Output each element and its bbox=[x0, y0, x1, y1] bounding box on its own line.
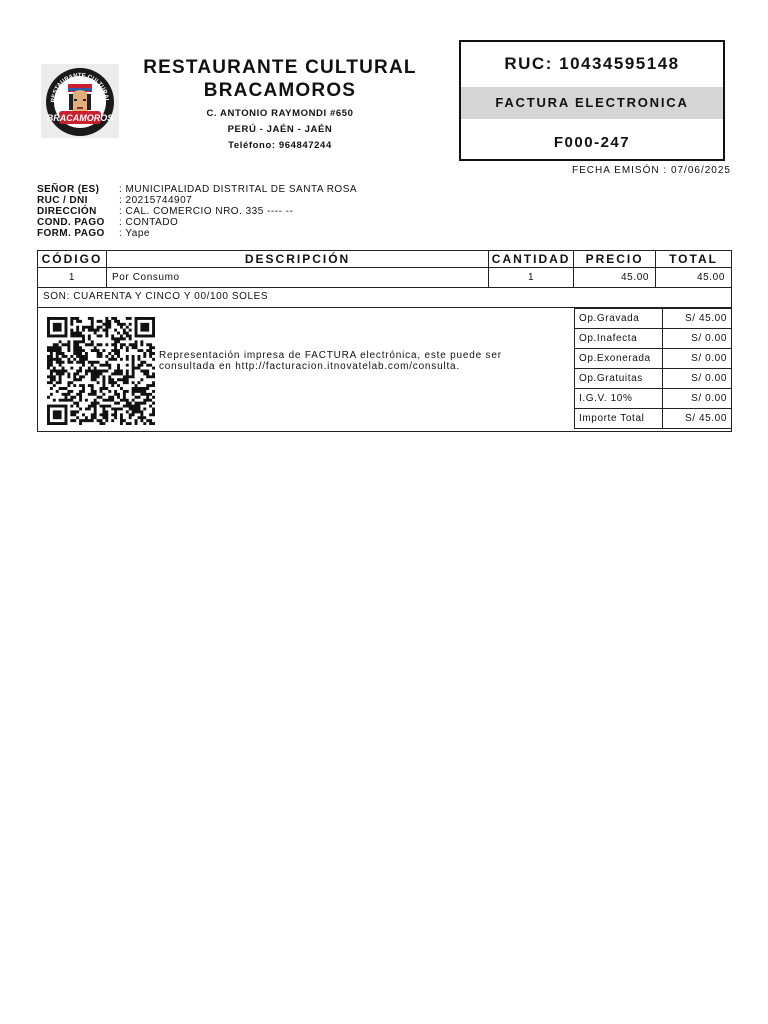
customer-value: : Yape bbox=[119, 228, 150, 239]
phone-label: Teléfono: bbox=[228, 140, 276, 151]
totals-label: Op.Gratuitas bbox=[575, 369, 663, 389]
totals-value: S/ 45.00 bbox=[663, 309, 732, 329]
table-row bbox=[38, 268, 732, 288]
qr-finder-pattern bbox=[53, 410, 62, 419]
totals-label: Importe Total bbox=[575, 409, 663, 429]
totals-value: S/ 45.00 bbox=[663, 409, 732, 429]
customer-label: SEÑOR (ES) bbox=[37, 184, 100, 195]
qr-finder-pattern bbox=[53, 323, 62, 332]
issue-date bbox=[572, 165, 731, 176]
customer-label: FORM. PAGO bbox=[37, 228, 105, 239]
customer-value: : CONTADO bbox=[119, 217, 179, 228]
totals-value: S/ 0.00 bbox=[663, 349, 732, 369]
table-header-row bbox=[38, 251, 732, 268]
phone-number: 964847244 bbox=[278, 140, 332, 151]
issue-date-label: FECHA EMISÓN : bbox=[572, 165, 668, 176]
customer-value: : MUNICIPALIDAD DISTRITAL DE SANTA ROSA bbox=[119, 184, 358, 195]
ruc-label: RUC: bbox=[504, 54, 553, 73]
representation-note: Representación impresa de FACTURA electrónica, este puede ser consultada en http://facturacion.itnovatelab.com/consulta. bbox=[159, 350, 502, 372]
restaurant-logo bbox=[41, 64, 119, 138]
customer-row bbox=[37, 228, 357, 239]
document-type: FACTURA ELECTRONICA bbox=[461, 87, 723, 119]
totals-value: S/ 0.00 bbox=[663, 389, 732, 409]
logo-top-text: RESTAURANTE CULTURAL bbox=[50, 72, 110, 103]
totals-row bbox=[575, 389, 732, 409]
qr-finder-pattern bbox=[140, 323, 149, 332]
header-precio: PRECIO bbox=[574, 251, 656, 268]
cell-codigo: 1 bbox=[38, 268, 107, 288]
logo-bottom-text: BRACAMOROS bbox=[46, 113, 114, 123]
cell-total: 45.00 bbox=[656, 268, 732, 288]
customer-label: RUC / DNI bbox=[37, 195, 88, 206]
header-codigo: CÓDIGO bbox=[38, 251, 107, 268]
customer-value: : 20215744907 bbox=[119, 195, 193, 206]
totals-value: S/ 0.00 bbox=[663, 329, 732, 349]
totals-row bbox=[575, 369, 732, 389]
ruc-number: 10434595148 bbox=[559, 54, 680, 73]
company-header bbox=[120, 56, 440, 151]
qr-code-image bbox=[47, 317, 155, 425]
customer-label: DIRECCIÓN bbox=[37, 206, 97, 217]
cell-precio: 45.00 bbox=[574, 268, 656, 288]
totals-row bbox=[575, 349, 732, 369]
items-table bbox=[37, 250, 732, 288]
header-descripcion: DESCRIPCIÓN bbox=[106, 251, 488, 268]
issue-date-value: 07/06/2025 bbox=[670, 165, 731, 176]
totals-label: Op.Gravada bbox=[575, 309, 663, 329]
company-name-line2: BRACAMOROS bbox=[203, 80, 357, 101]
totals-label: Op.Inafecta bbox=[575, 329, 663, 349]
customer-info bbox=[37, 184, 357, 239]
cell-cantidad: 1 bbox=[489, 268, 574, 288]
invoice-number: F000-247 bbox=[553, 134, 631, 151]
qr-code bbox=[47, 317, 155, 425]
company-name-line1: RESTAURANTE CULTURAL bbox=[143, 57, 417, 78]
customer-value: : CAL. COMERCIO NRO. 335 ---- -- bbox=[119, 206, 294, 217]
totals-label: Op.Exonerada bbox=[575, 349, 663, 369]
amount-in-words: SON: CUARENTA Y CINCO Y 00/100 SOLES bbox=[37, 288, 732, 308]
totals-row bbox=[575, 329, 732, 349]
customer-row bbox=[37, 217, 357, 228]
customer-row bbox=[37, 206, 357, 217]
ruc-box bbox=[459, 40, 725, 161]
header-total: TOTAL bbox=[656, 251, 732, 268]
totals-row bbox=[575, 309, 732, 329]
company-address: C. ANTONIO RAYMONDI #650 bbox=[206, 108, 354, 119]
customer-row bbox=[37, 195, 357, 206]
company-phone bbox=[120, 140, 440, 151]
cell-descripcion: Por Consumo bbox=[106, 268, 488, 288]
customer-row bbox=[37, 184, 357, 195]
totals-label: I.G.V. 10% bbox=[575, 389, 663, 409]
totals-table bbox=[574, 308, 732, 429]
ruc-line bbox=[461, 54, 723, 74]
logo-emblem bbox=[41, 64, 119, 138]
header-cantidad: CANTIDAD bbox=[489, 251, 574, 268]
customer-label: COND. PAGO bbox=[37, 217, 105, 228]
totals-row bbox=[575, 409, 732, 429]
company-location: PERÚ - JAÉN - JAÉN bbox=[227, 124, 333, 135]
totals-value: S/ 0.00 bbox=[663, 369, 732, 389]
